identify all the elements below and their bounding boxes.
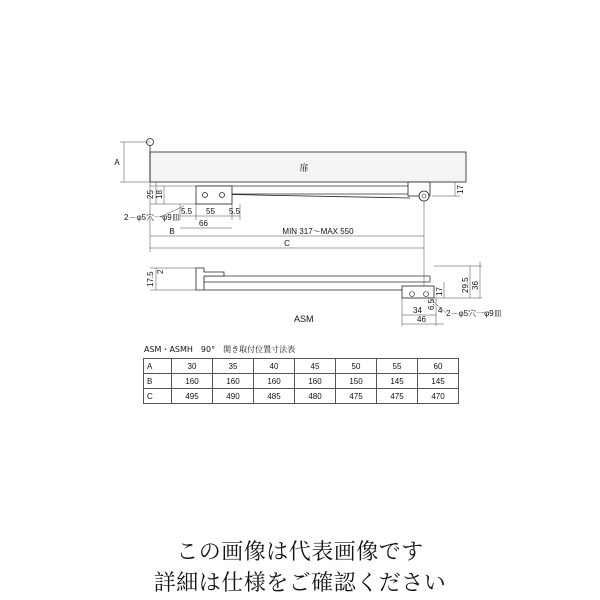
table-cell: 475 [336, 389, 377, 404]
table-title: ASM・ASMH 90° 開き取付位置寸法表 [144, 345, 296, 354]
min-max-label: MIN 317～MAX 550 [282, 227, 354, 236]
table-row-label: B [144, 374, 172, 389]
dim-5-5-right: 5.5 [229, 207, 241, 216]
dim-66: 66 [199, 219, 208, 228]
dim-34: 34 [413, 306, 422, 315]
table-cell: 490 [213, 389, 254, 404]
table-row-label: A [144, 359, 172, 374]
table-cell: 160 [172, 374, 213, 389]
table-cell: 60 [418, 359, 459, 374]
table-cell: 485 [254, 389, 295, 404]
shoe-side-view [402, 286, 434, 298]
door-label: 扉 [299, 163, 309, 173]
dim-17-5: 17.5 [146, 271, 155, 287]
dim-17-top: 17 [456, 185, 465, 194]
dim-25: 25 [146, 190, 155, 199]
dim-46: 46 [417, 315, 426, 324]
caption-line-1: この画像は代表画像です [176, 540, 424, 565]
table-cell: 480 [295, 389, 336, 404]
dim-17-side: 17 [435, 287, 444, 296]
bracket-top-view [196, 186, 232, 204]
table-cell: 50 [336, 359, 377, 374]
dim-b-label: B [169, 227, 175, 236]
dimension-table-body [144, 359, 459, 404]
table-cell: 35 [213, 359, 254, 374]
table-row [144, 374, 459, 389]
model-label: ASM [294, 314, 314, 324]
table-cell: 145 [377, 374, 418, 389]
table-row [144, 389, 459, 404]
hole-note-top: 2－φ5穴一φ9皿 [124, 213, 180, 222]
table-cell: 160 [254, 374, 295, 389]
caption-line-2: 詳細は仕様をご確認ください [153, 571, 447, 596]
dim-36: 36 [471, 281, 480, 290]
table-cell: 160 [213, 374, 254, 389]
dim-55: 55 [206, 207, 215, 216]
table-cell: 495 [172, 389, 213, 404]
table-cell: 30 [172, 359, 213, 374]
table-cell: 40 [254, 359, 295, 374]
table-row-label: C [144, 389, 172, 404]
arm-pivot-icon [419, 191, 429, 201]
dim-2: 2 [156, 269, 165, 274]
table-cell: 475 [377, 389, 418, 404]
table-cell: 470 [418, 389, 459, 404]
dimension-table [143, 358, 459, 404]
dim-c-label: C [284, 239, 290, 248]
table-cell: 145 [418, 374, 459, 389]
table-cell: 45 [295, 359, 336, 374]
table-row [144, 359, 459, 374]
table-cell: 150 [336, 374, 377, 389]
dim-a-label: A [114, 158, 120, 167]
dim-4: 4 [438, 306, 443, 315]
table-cell: 55 [377, 359, 418, 374]
arm-side-view [200, 276, 430, 282]
dim-29-5: 29.5 [461, 277, 470, 293]
dim-18: 18 [155, 190, 164, 199]
dim-6-5: 6.5 [427, 298, 436, 310]
hole-note-side: 2－φ5穴一φ9皿 [446, 309, 502, 318]
dim-5-5-left: 5.5 [181, 207, 193, 216]
table-cell: 160 [295, 374, 336, 389]
